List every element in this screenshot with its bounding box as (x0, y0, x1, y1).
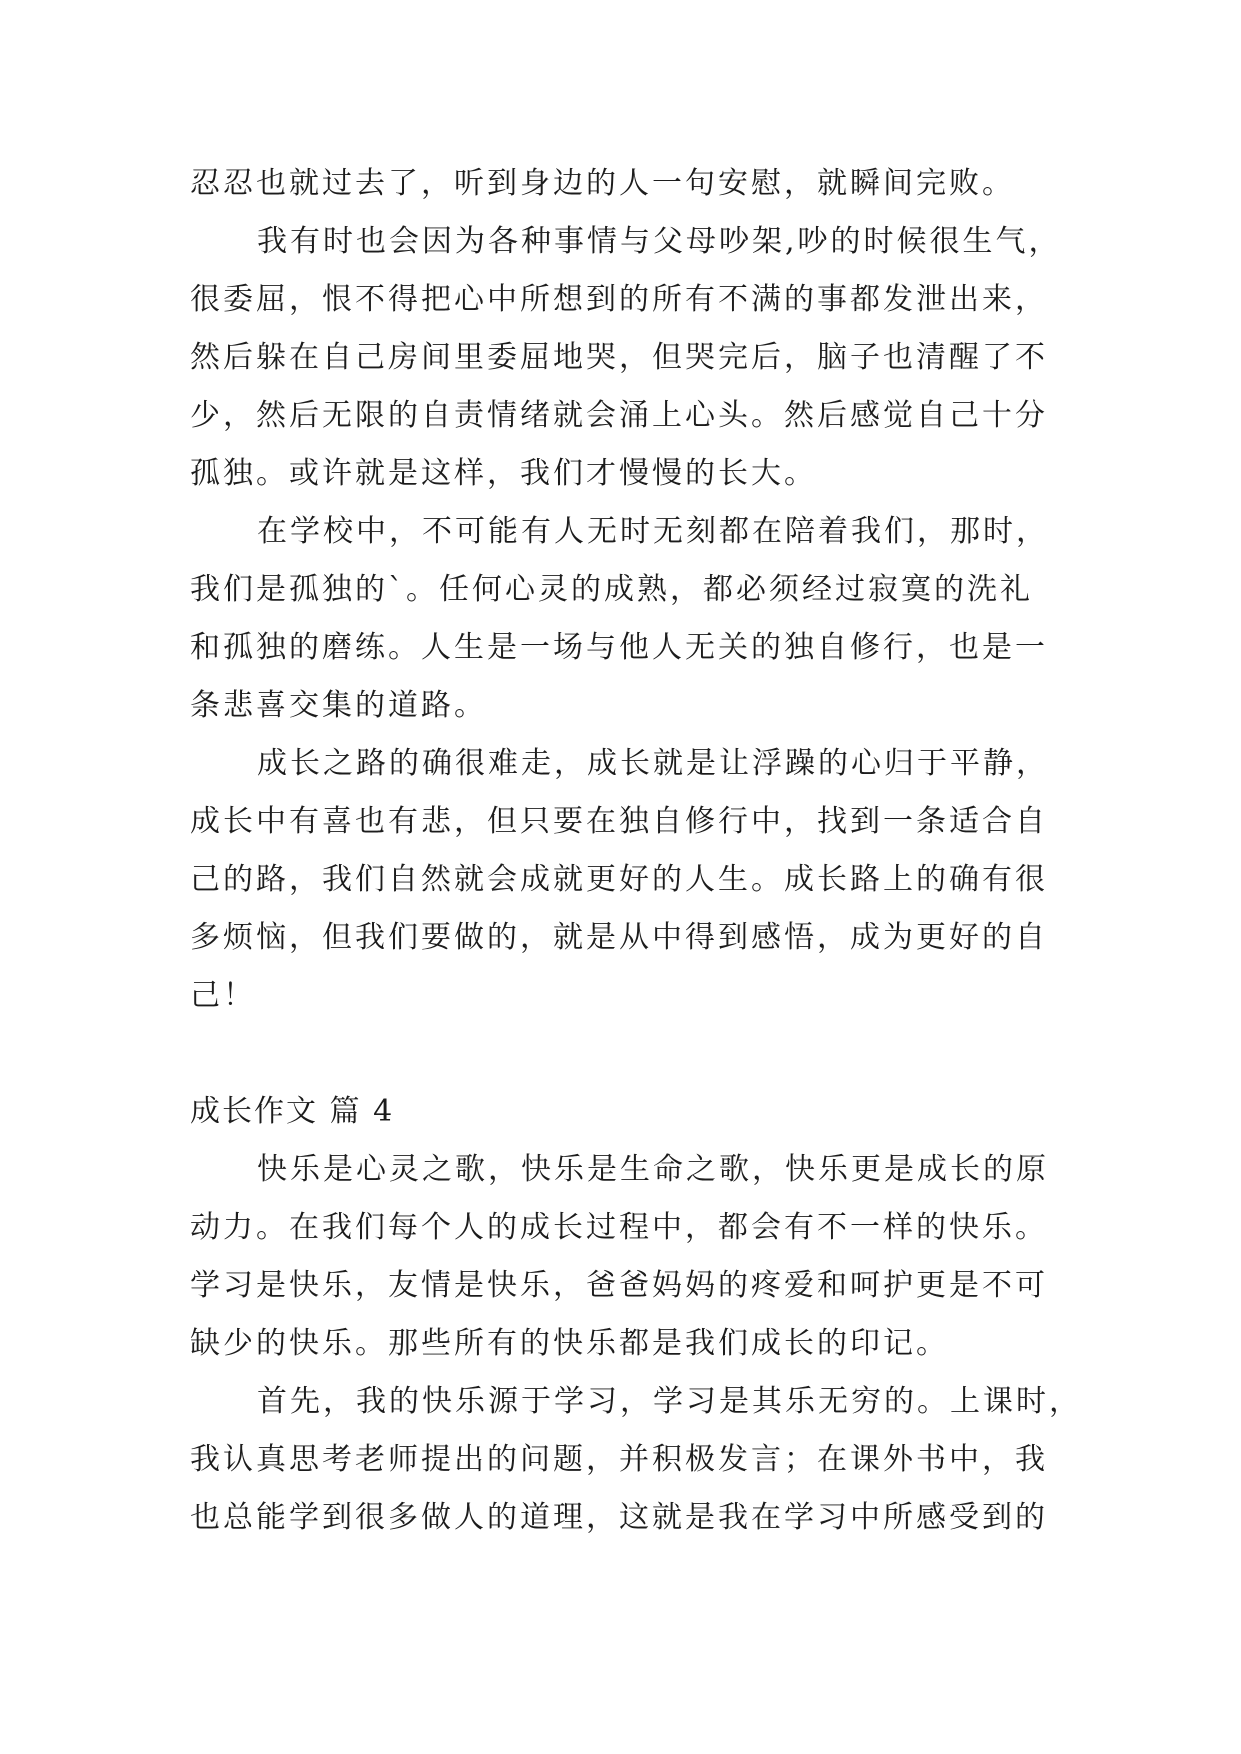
paragraph-line: 我有时也会因为各种事情与父母吵架,吵的时候很生气， (257, 224, 1062, 259)
paragraph-line: 己的路，我们自然就会成就更好的人生。成长路上的确有很 (190, 862, 1048, 897)
paragraph-line: 我认真思考老师提出的问题，并积极发言；在课外书中，我 (190, 1442, 1048, 1477)
paragraph-line: 成长之路的确很难走，成长就是让浮躁的心归于平静， (257, 746, 1049, 781)
paragraph-line: 首先，我的快乐源于学习，学习是其乐无穷的。上课时， (257, 1384, 1082, 1419)
paragraph-line: 忍忍也就过去了，听到身边的人一句安慰，就瞬间完败。 (190, 166, 1015, 201)
paragraph-line: 动力。在我们每个人的成长过程中，都会有不一样的快乐。 (190, 1210, 1048, 1245)
paragraph-line: 多烦恼，但我们要做的，就是从中得到感悟，成为更好的自 (190, 920, 1048, 955)
paragraph-line: 也总能学到很多做人的道理，这就是我在学习中所感受到的 (190, 1500, 1048, 1535)
paragraph-line: 在学校中，不可能有人无时无刻都在陪着我们，那时， (257, 514, 1049, 549)
paragraph-line: 然后躲在自己房间里委屈地哭，但哭完后，脑子也清醒了不 (190, 340, 1048, 375)
paragraph-line: 快乐是心灵之歌，快乐是生命之歌，快乐更是成长的原 (257, 1152, 1049, 1187)
paragraph-line: 己！ (190, 978, 256, 1013)
paragraph-line: 少，然后无限的自责情绪就会涌上心头。然后感觉自己十分 (190, 398, 1048, 433)
paragraph-line: 我们是孤独的`。任何心灵的成熟，都必须经过寂寞的洗礼 (190, 572, 1033, 607)
paragraph-line: 和孤独的磨练。人生是一场与他人无关的独自修行，也是一 (190, 630, 1048, 665)
paragraph-line: 成长中有喜也有悲，但只要在独自修行中，找到一条适合自 (190, 804, 1048, 839)
paragraph-line: 很委屈，恨不得把心中所想到的所有不满的事都发泄出来， (190, 282, 1048, 317)
paragraph-line: 条悲喜交集的道路。 (190, 688, 487, 723)
paragraph-line: 学习是快乐，友情是快乐，爸爸妈妈的疼爱和呵护更是不可 (190, 1268, 1048, 1303)
section-heading: 成长作文 篇 4 (190, 1094, 395, 1129)
paragraph-line: 缺少的快乐。那些所有的快乐都是我们成长的印记。 (190, 1326, 949, 1361)
paragraph-line: 孤独。或许就是这样，我们才慢慢的长大。 (190, 456, 817, 491)
